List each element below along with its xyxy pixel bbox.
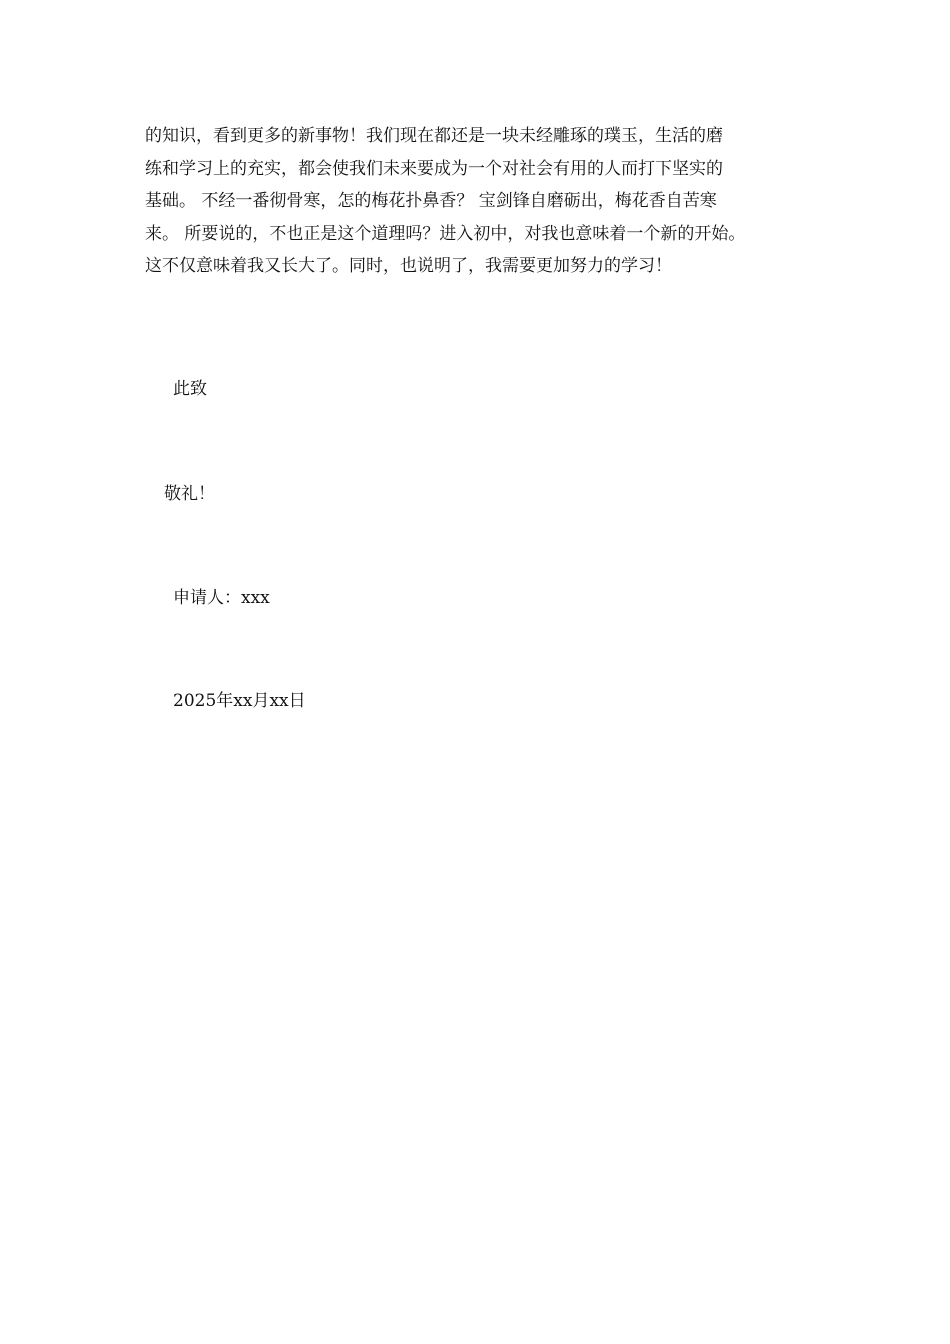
closing-cizhi: 此致: [173, 379, 207, 399]
closing-jingli: 敬礼！: [164, 484, 215, 504]
letter-date: 2025年xx月xx日: [173, 691, 306, 711]
body-line: 练和学习上的充实，都会使我们未来要成为一个对社会有用的人而打下坚实的: [145, 158, 723, 179]
body-line: 来。 所要说的，不也正是这个道理吗？进入初中，对我也意味着一个新的开始。: [145, 223, 746, 244]
body-line: 的知识，看到更多的新事物！我们现在都还是一块未经雕琢的璞玉，生活的磨: [145, 126, 723, 146]
applicant-signature: 申请人：xxx: [173, 588, 270, 608]
body-line: 基础。 不经一番彻骨寒，怎的梅花扑鼻香？ 宝剑锋自磨砺出，梅花香自苦寒: [145, 191, 717, 212]
body-line: 这不仅意味着我又长大了。同时，也说明了，我需要更加努力的学习！: [145, 256, 672, 277]
letter-body: [145, 120, 835, 283]
